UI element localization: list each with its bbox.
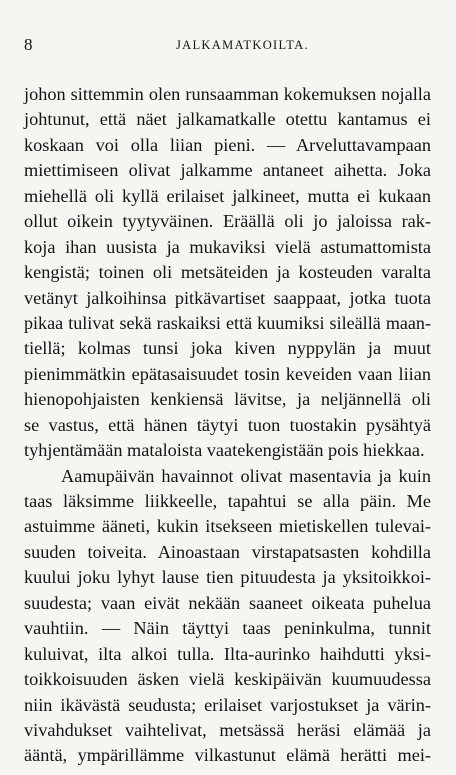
paragraph-1 bbox=[24, 82, 431, 464]
page-number: 8 bbox=[24, 35, 33, 54]
text-line: kuluivat, ilta alkoi tulla. Ilta-aurinko haihdutti yksi- bbox=[24, 643, 431, 664]
text-line: astuimme ääneti, kukin itsekseen mietiskellen tulevai- bbox=[24, 516, 431, 537]
text-line: suuden toiveita. Ainoastaan virstapatsasten kohdilla bbox=[24, 541, 431, 562]
text-line: ollut oikein tyytyväinen. Eräällä oli jo jaloissa rak- bbox=[24, 211, 431, 232]
text-line: vauhtiin. — Näin täyttyi taas peninkulma, tunnit bbox=[24, 618, 431, 639]
body-text bbox=[24, 82, 431, 769]
text-line: pienimmätkin epätasaisuudet tosin keveiden vaan liian bbox=[24, 363, 431, 384]
text-line: tiellä; kolmas tunsi joka kiven nyppylän ja muut bbox=[24, 338, 431, 359]
text-line: johtunut, että näet jalkamatkalle otettu kantamus ei bbox=[24, 109, 431, 130]
text-line: vetänyt jalkoihinsa pitkävartiset saappaat, jotka tuota bbox=[24, 287, 431, 308]
text-line: ääntä, ympärillämme vilkastunut elämä herätti mei- bbox=[24, 745, 431, 766]
text-line: johon sittemmin olen runsaamman kokemuksen nojalla bbox=[24, 84, 431, 104]
running-head: JALKAMATKOILTA. bbox=[176, 38, 309, 52]
text-line: suudesta; vaan eivät nekään saaneet oikeata puhelua bbox=[24, 592, 431, 613]
text-line: niin ikävästä seudusta; erilaiset varjostukset ja värin- bbox=[24, 694, 431, 715]
text-line: tyhjentämään mataloista vaatekengistään pois hiekkaa. bbox=[24, 440, 425, 461]
text-line: toikkoisuuden äsken vielä keskipäivän kuumuudessa bbox=[24, 669, 431, 690]
text-line: kuului joku lyhyt lause tien pituudesta ja yksitoikkoi- bbox=[24, 567, 431, 588]
paragraph-2 bbox=[24, 464, 431, 769]
text-line: Aamupäivän havainnot olivat masentavia ja kuin bbox=[61, 465, 431, 486]
text-line: taas läksimme liikkeelle, tapahtui se alla päin. Me bbox=[24, 491, 431, 511]
text-line: koja ihan uusista ja mukaviksi vielä astumattomista bbox=[24, 236, 431, 257]
text-line: koskaan voi olla liian pieni. — Arveluttavampaan bbox=[24, 134, 431, 155]
page-header bbox=[24, 35, 436, 55]
text-line: hienopohjaisten kenkiensä lävitse, ja neljännellä oli bbox=[24, 389, 431, 410]
text-line: pikaa tulivat sekä raskaiksi että kuumiksi sileällä maan- bbox=[24, 312, 431, 333]
text-line: se vastus, että hänen täytyi tuon tuostakin pysähtyä bbox=[24, 414, 431, 435]
text-line: kengistä; toinen oli metsäteiden ja kosteuden varalta bbox=[24, 262, 431, 283]
text-line: miehellä oli kyllä erilaiset jalkineet, mutta ei kukaan bbox=[24, 185, 431, 206]
text-line: miettimiseen olivat jalkamme antaneet aihetta. Joka bbox=[24, 160, 431, 181]
text-line: vivahdukset vaihtelivat, metsässä heräsi elämää ja bbox=[24, 719, 431, 740]
